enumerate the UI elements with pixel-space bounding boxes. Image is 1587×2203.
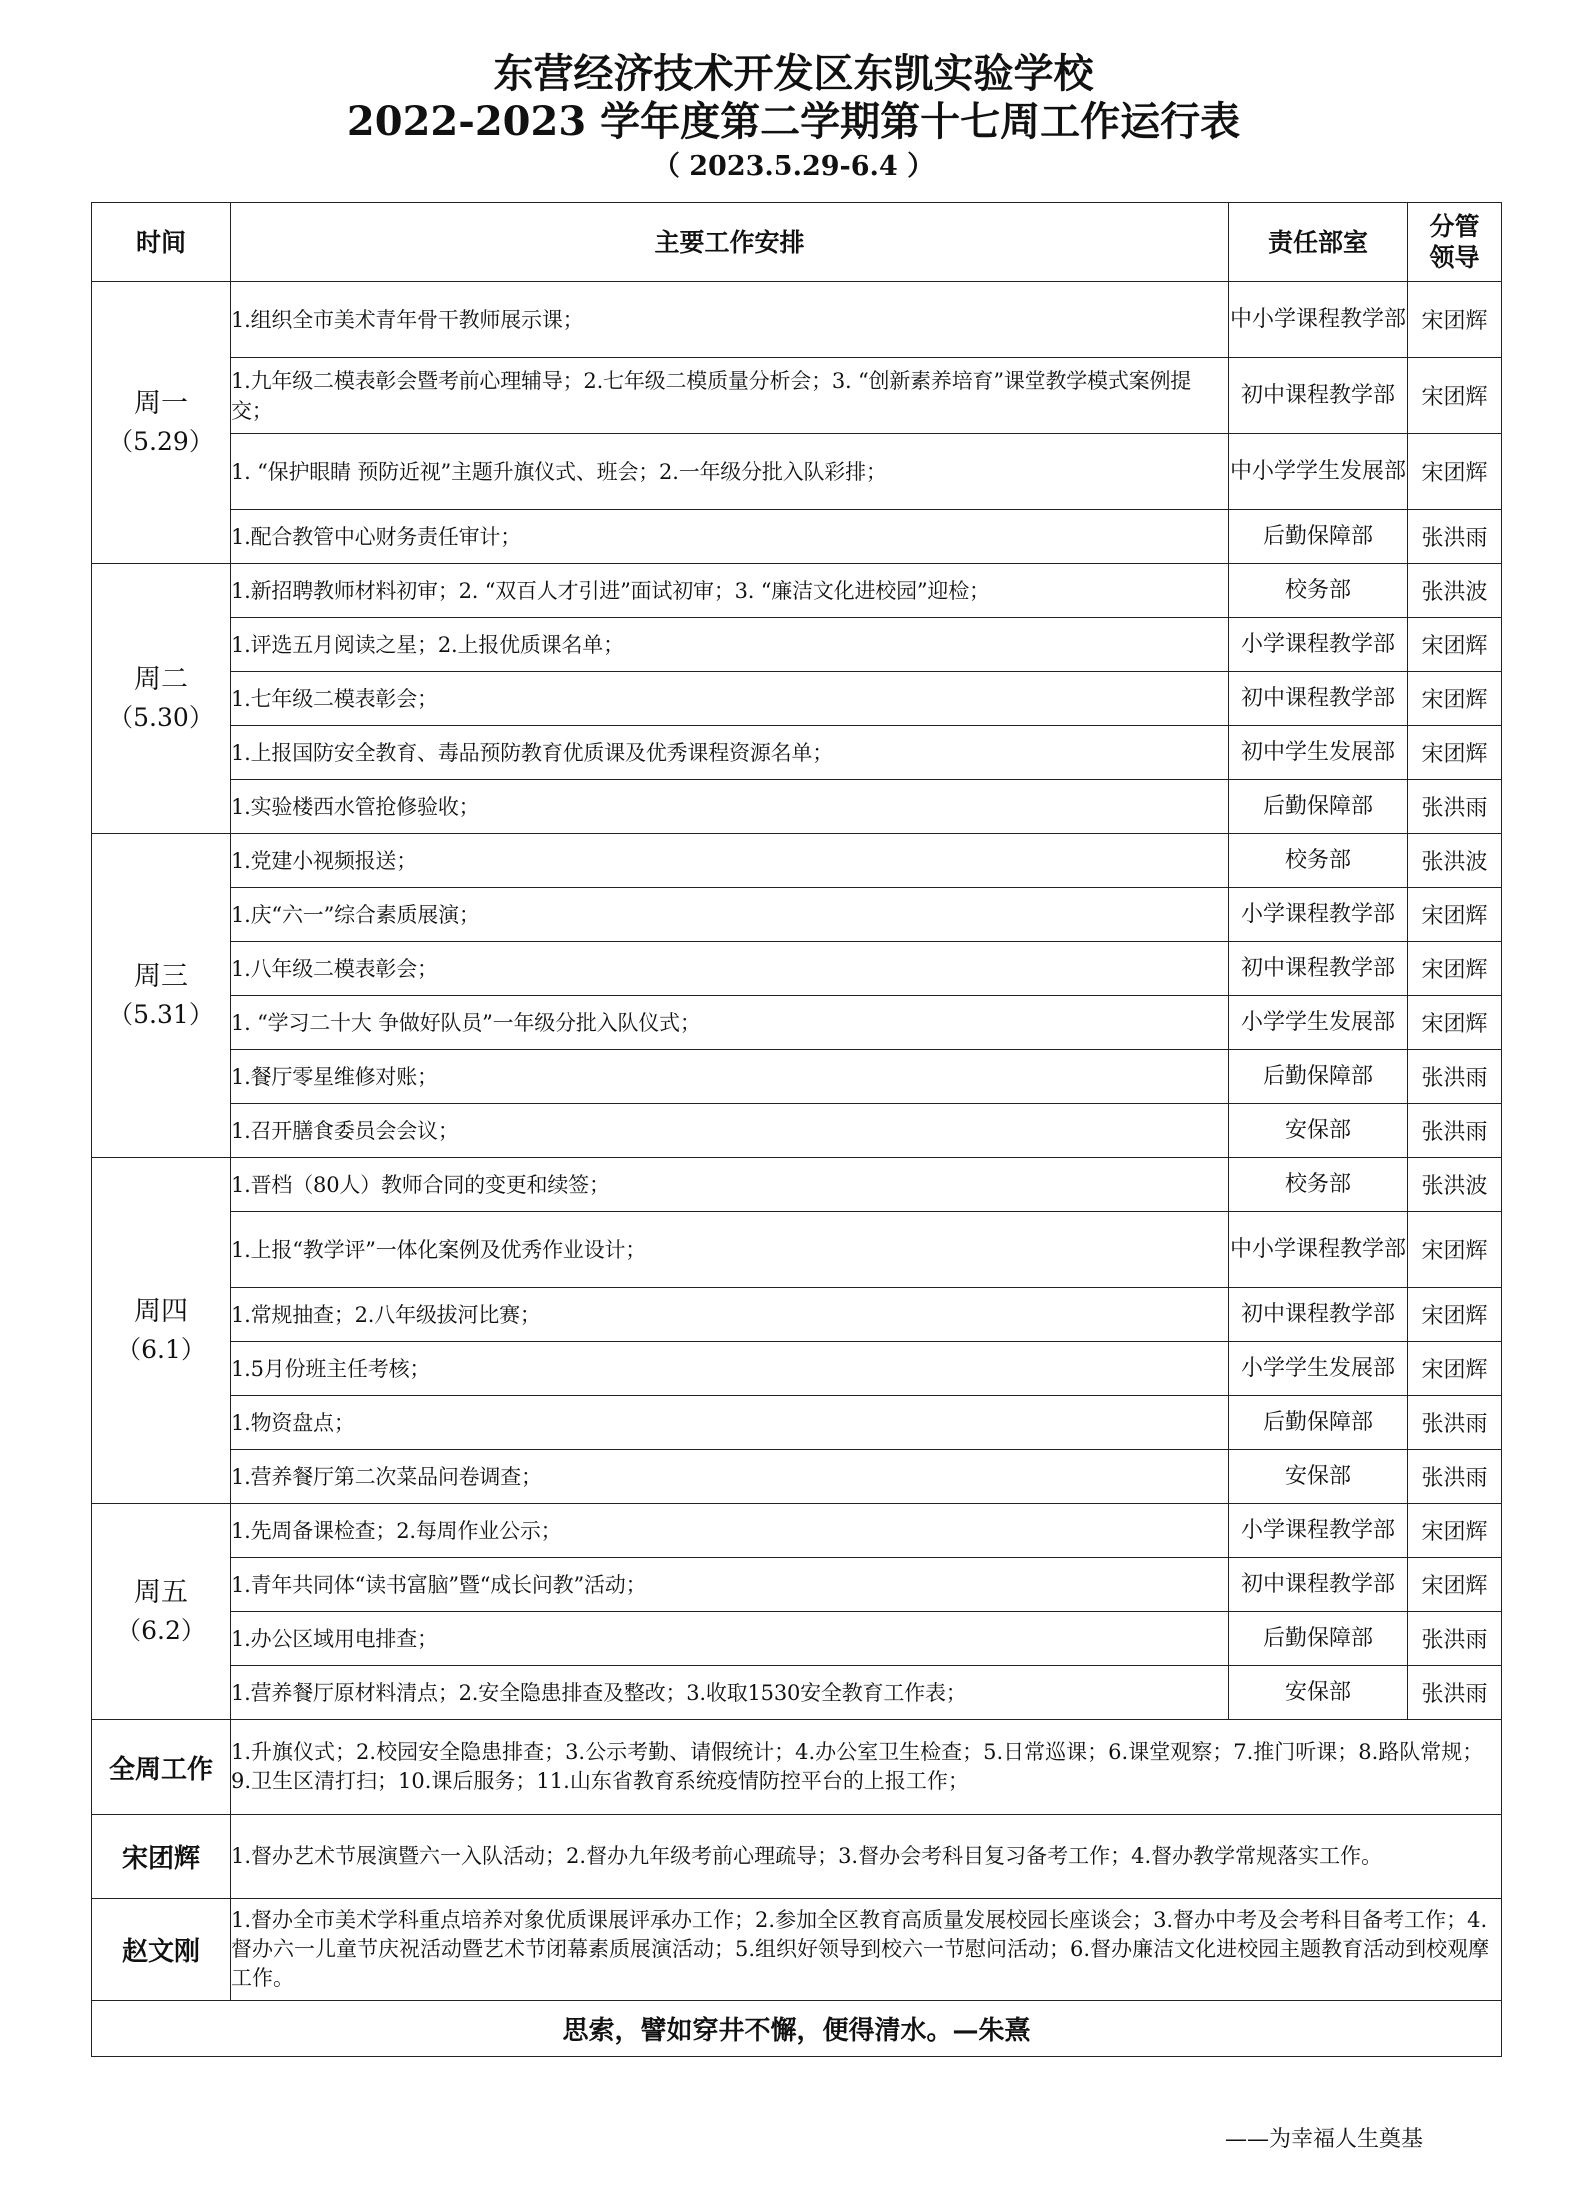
leader-cell: 张洪雨 <box>1408 1050 1502 1104</box>
leader-cell: 宋团辉 <box>1408 358 1502 434</box>
leader-cell: 张洪雨 <box>1408 1450 1502 1504</box>
dept-cell: 校务部 <box>1229 564 1408 618</box>
dept-cell: 中小学学生发展部 <box>1229 434 1408 510</box>
dept-cell: 后勤保障部 <box>1229 1050 1408 1104</box>
col-header-task: 主要工作安排 <box>231 203 1229 282</box>
dept-cell: 初中学生发展部 <box>1229 726 1408 780</box>
day-cell-wed <box>92 834 231 1158</box>
schedule-table <box>91 202 1502 2057</box>
dept-cell: 初中课程教学部 <box>1229 1558 1408 1612</box>
table-row <box>92 510 1502 564</box>
dept-cell: 初中课程教学部 <box>1229 1288 1408 1342</box>
table-row <box>92 1158 1502 1212</box>
day-date: （6.2） <box>116 1615 206 1645</box>
task-cell: 1.评选五月阅读之星；2.上报优质课名单； <box>231 618 1229 672</box>
task-cell: 1.庆“六一”综合素质展演； <box>231 888 1229 942</box>
task-cell: 1.配合教管中心财务责任审计； <box>231 510 1229 564</box>
table-row <box>92 618 1502 672</box>
task-cell: 1.上报“教学评”一体化案例及优秀作业设计； <box>231 1212 1229 1288</box>
page-title: 2022-2023 学年度第二学期第十七周工作运行表 <box>346 98 1241 145</box>
task-cell: 1.餐厅零星维修对账； <box>231 1050 1229 1104</box>
dept-cell: 后勤保障部 <box>1229 510 1408 564</box>
col-header-leader-line1: 分管 <box>1429 212 1480 241</box>
leader-cell: 宋团辉 <box>1408 726 1502 780</box>
leader-duties: 1.督办全市美术学科重点培养对象优质课展评承办工作；2.参加全区教育高质量发展校园长座谈会；3.督办中考及会考科目备考工作；4.督办六一儿童节庆祝活动暨艺术节闭幕素质展演活动；5.组织好领导到校六一节慰问活动；6.督办廉洁文化进校园主题教育活动到校观摩工作。 <box>231 1899 1502 2001</box>
task-cell: 1.组织全市美术青年骨干教师展示课； <box>231 282 1229 358</box>
leader-cell: 宋团辉 <box>1408 1288 1502 1342</box>
task-cell: 1.九年级二模表彰会暨考前心理辅导；2.七年级二模质量分析会；3. “创新素养培育”课堂教学模式案例提交； <box>231 358 1229 434</box>
dept-cell: 安保部 <box>1229 1666 1408 1720</box>
day-name: 周三 <box>134 960 188 992</box>
leader-cell: 宋团辉 <box>1408 1504 1502 1558</box>
day-name: 周四 <box>134 1295 188 1327</box>
dept-cell: 后勤保障部 <box>1229 1396 1408 1450</box>
week-work-text: 1.升旗仪式；2.校园安全隐患排查；3.公示考勤、请假统计；4.办公室卫生检查；5.日常巡课；6.课堂观察；7.推门听课；8.路队常规；9.卫生区清打扫；10.课后服务；11.山东省教育系统疫情防控平台的上报工作； <box>231 1720 1502 1815</box>
dept-cell: 初中课程教学部 <box>1229 358 1408 434</box>
task-cell: 1.党建小视频报送； <box>231 834 1229 888</box>
footer-slogan: ——为幸福人生奠基 <box>1225 2127 1424 2152</box>
dept-cell: 校务部 <box>1229 834 1408 888</box>
leader-name: 宋团辉 <box>92 1815 231 1899</box>
table-row <box>92 1450 1502 1504</box>
task-cell: 1.营养餐厅原材料清点；2.安全隐患排查及整改；3.收取1530安全教育工作表； <box>231 1666 1229 1720</box>
table-row <box>92 1396 1502 1450</box>
leader-cell: 宋团辉 <box>1408 618 1502 672</box>
dept-cell: 后勤保障部 <box>1229 780 1408 834</box>
leader-row <box>92 1815 1502 1899</box>
task-cell: 1. “保护眼睛 预防近视”主题升旗仪式、班会；2.一年级分批入队彩排； <box>231 434 1229 510</box>
leader-cell: 张洪雨 <box>1408 780 1502 834</box>
table-row <box>92 942 1502 996</box>
table-row <box>92 834 1502 888</box>
dept-cell: 小学课程教学部 <box>1229 618 1408 672</box>
task-cell: 1.上报国防安全教育、毒品预防教育优质课及优秀课程资源名单； <box>231 726 1229 780</box>
day-cell-tue <box>92 564 231 834</box>
schedule-body <box>92 282 1502 2057</box>
leader-cell: 张洪雨 <box>1408 1612 1502 1666</box>
task-cell: 1.常规抽查；2.八年级拔河比赛； <box>231 1288 1229 1342</box>
leader-cell: 张洪雨 <box>1408 1396 1502 1450</box>
school-name: 东营经济技术开发区东凯实验学校 <box>493 50 1094 97</box>
table-row <box>92 1558 1502 1612</box>
week-work-row <box>92 1720 1502 1815</box>
day-date: （5.29） <box>108 426 214 456</box>
table-row <box>92 1050 1502 1104</box>
leader-cell: 宋团辉 <box>1408 672 1502 726</box>
task-cell: 1.办公区域用电排查； <box>231 1612 1229 1666</box>
leader-row <box>92 1899 1502 2001</box>
header-row <box>92 203 1502 282</box>
dept-cell: 小学学生发展部 <box>1229 1342 1408 1396</box>
table-row <box>92 726 1502 780</box>
day-date: （5.31） <box>108 999 214 1029</box>
motto: 思索，譬如穿井不懈，便得清水。—朱熹 <box>92 2001 1502 2057</box>
task-cell: 1.营养餐厅第二次菜品问卷调查； <box>231 1450 1229 1504</box>
leader-cell: 宋团辉 <box>1408 996 1502 1050</box>
day-cell-fri <box>92 1504 231 1720</box>
task-cell: 1.七年级二模表彰会； <box>231 672 1229 726</box>
dept-cell: 初中课程教学部 <box>1229 942 1408 996</box>
motto-row <box>92 2001 1502 2057</box>
leader-name: 赵文刚 <box>92 1899 231 2001</box>
leader-cell: 宋团辉 <box>1408 282 1502 358</box>
dept-cell: 小学课程教学部 <box>1229 888 1408 942</box>
table-row <box>92 1288 1502 1342</box>
leader-duties: 1.督办艺术节展演暨六一入队活动；2.督办九年级考前心理疏导；3.督办会考科目复习备考工作；4.督办教学常规落实工作。 <box>231 1815 1502 1899</box>
dept-cell: 后勤保障部 <box>1229 1612 1408 1666</box>
col-header-time: 时间 <box>92 203 231 282</box>
table-row <box>92 434 1502 510</box>
day-date: （6.1） <box>116 1334 206 1364</box>
task-cell: 1.物资盘点； <box>231 1396 1229 1450</box>
leader-cell: 宋团辉 <box>1408 888 1502 942</box>
dept-cell: 安保部 <box>1229 1104 1408 1158</box>
task-cell: 1.青年共同体“读书富脑”暨“成长问教”活动； <box>231 1558 1229 1612</box>
week-work-label: 全周工作 <box>92 1720 231 1815</box>
dept-cell: 小学课程教学部 <box>1229 1504 1408 1558</box>
date-range: （ 2023.5.29-6.4 ） <box>652 151 935 182</box>
day-name: 周一 <box>134 387 188 419</box>
col-header-dept: 责任部室 <box>1229 203 1408 282</box>
leader-cell: 张洪波 <box>1408 1158 1502 1212</box>
leader-cell: 张洪雨 <box>1408 1666 1502 1720</box>
leader-cell: 张洪雨 <box>1408 1104 1502 1158</box>
table-row <box>92 282 1502 358</box>
leader-cell: 张洪雨 <box>1408 510 1502 564</box>
day-cell-thu <box>92 1158 231 1504</box>
table-row <box>92 1342 1502 1396</box>
leader-cell: 宋团辉 <box>1408 434 1502 510</box>
leader-cell: 宋团辉 <box>1408 942 1502 996</box>
day-cell-mon <box>92 282 231 564</box>
task-cell: 1.晋档（80人）教师合同的变更和续签； <box>231 1158 1229 1212</box>
table-row <box>92 1612 1502 1666</box>
leader-cell: 宋团辉 <box>1408 1342 1502 1396</box>
table-row <box>92 1212 1502 1288</box>
leader-cell: 宋团辉 <box>1408 1212 1502 1288</box>
leader-cell: 张洪波 <box>1408 564 1502 618</box>
table-row <box>92 358 1502 434</box>
page-header <box>0 50 1587 184</box>
day-date: （5.30） <box>108 702 214 732</box>
leader-cell: 张洪波 <box>1408 834 1502 888</box>
dept-cell: 中小学课程教学部 <box>1229 282 1408 358</box>
task-cell: 1. “学习二十大 争做好队员”一年级分批入队仪式； <box>231 996 1229 1050</box>
dept-cell: 中小学课程教学部 <box>1229 1212 1408 1288</box>
day-name: 周二 <box>134 663 188 695</box>
leader-cell: 宋团辉 <box>1408 1558 1502 1612</box>
task-cell: 1.新招聘教师材料初审；2. “双百人才引进”面试初审；3. “廉洁文化进校园”迎检； <box>231 564 1229 618</box>
table-row <box>92 672 1502 726</box>
task-cell: 1.先周备课检查；2.每周作业公示； <box>231 1504 1229 1558</box>
dept-cell: 初中课程教学部 <box>1229 672 1408 726</box>
table-row <box>92 888 1502 942</box>
table-row <box>92 780 1502 834</box>
table-row <box>92 564 1502 618</box>
dept-cell: 小学学生发展部 <box>1229 996 1408 1050</box>
task-cell: 1.5月份班主任考核； <box>231 1342 1229 1396</box>
day-name: 周五 <box>134 1576 188 1608</box>
task-cell: 1.召开膳食委员会会议； <box>231 1104 1229 1158</box>
dept-cell: 安保部 <box>1229 1450 1408 1504</box>
table-row <box>92 1666 1502 1720</box>
table-row <box>92 996 1502 1050</box>
task-cell: 1.八年级二模表彰会； <box>231 942 1229 996</box>
col-header-leader <box>1408 203 1502 282</box>
col-header-leader-line2: 领导 <box>1429 243 1480 272</box>
table-row <box>92 1104 1502 1158</box>
dept-cell: 校务部 <box>1229 1158 1408 1212</box>
task-cell: 1.实验楼西水管抢修验收； <box>231 780 1229 834</box>
table-row <box>92 1504 1502 1558</box>
